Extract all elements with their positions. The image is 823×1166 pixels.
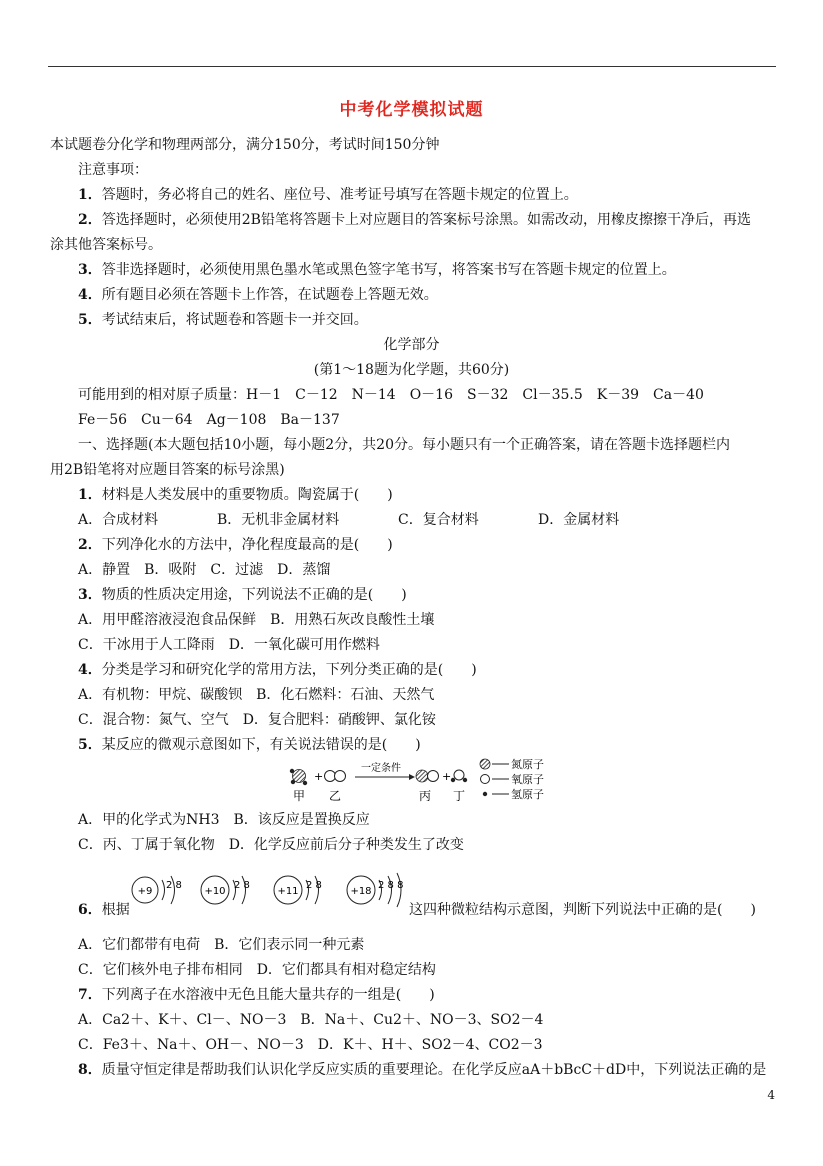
note-2 xyxy=(78,212,751,228)
atom-diagram-na xyxy=(274,876,322,904)
legend xyxy=(480,757,544,801)
legend-nitrogen-icon xyxy=(480,759,490,769)
question-6-pre xyxy=(78,902,130,918)
nucleus-charge: +10 xyxy=(204,886,226,897)
plus-sign: + xyxy=(314,770,324,783)
molecule-jia xyxy=(290,769,307,785)
question-7 xyxy=(78,987,435,1003)
question-number: 3． xyxy=(78,587,102,603)
question-number: 2． xyxy=(78,537,102,553)
note-text: 答非选择题时，必须使用黑色墨水笔或黑色签字笔书写，将答案书写在答题卡规定的位置上。 xyxy=(101,262,676,278)
reaction-diagram xyxy=(283,756,573,804)
question-4 xyxy=(78,662,477,678)
label-yi: 乙 xyxy=(329,789,342,803)
question-stem: 材料是人类发展中的重要物质。陶瓷属于( ) xyxy=(101,487,393,503)
legend-oxygen: 氧原子 xyxy=(511,773,544,786)
section-title: 化学部分 xyxy=(383,337,440,353)
question-stem: 分类是学习和研究化学的常用方法，下列分类正确的是( ) xyxy=(101,662,477,678)
q3-options-ab: A．用甲醛溶液浸泡食品保鲜 B．用熟石灰改良酸性土壤 xyxy=(78,612,435,628)
note-2-cont xyxy=(50,237,162,253)
section-subtitle: (第1～18题为化学题，共60分) xyxy=(313,362,510,378)
question-5 xyxy=(78,737,421,753)
q6-options-cd: C．它们核外电子排布相同 D．它们都具有相对稳定结构 xyxy=(78,962,436,978)
question-stem: 物质的性质决定用途，下列说法不正确的是( ) xyxy=(101,587,407,603)
q4-options-ab: A．有机物：甲烷、碳酸钡 B．化石燃料：石油、天然气 xyxy=(78,687,435,703)
note-text: 考试结束后，将试题卷和答题卡一并交回。 xyxy=(101,312,368,328)
atom-diagram-ne xyxy=(201,876,250,904)
question-number: 1． xyxy=(78,487,102,503)
note-4 xyxy=(78,287,438,303)
note-number: 2． xyxy=(78,212,102,228)
question-stem-pre: 根据 xyxy=(101,902,130,918)
q7-options-ab: A．Ca2＋、K＋、Cl－、NO－3 B．Na＋、Cu2＋、NO－3、SO2－4 xyxy=(78,1012,544,1028)
q4-options-cd: C．混合物：氮气、空气 D．复合肥料：硝酸钾、氯化铵 xyxy=(78,712,436,728)
note-text: 答题时，务必将自己的姓名、座位号、准考证号填写在答题卡规定的位置上。 xyxy=(101,187,578,203)
question-number: 5． xyxy=(78,737,102,753)
nucleus-charge: +18 xyxy=(350,886,372,897)
q5-options-ab: A．甲的化学式为NH3 B．该反应是置换反应 xyxy=(78,812,370,828)
header-rule xyxy=(48,66,776,67)
note-3 xyxy=(78,262,676,278)
part1-instructions: 一、选择题(本大题包括10小题，每小题2分，共20分。每小题只有一个正确答案，请在答题卡选择题栏内 xyxy=(78,437,730,453)
q1-option-a: A．合成材料 xyxy=(78,512,159,528)
note-number: 3． xyxy=(78,262,102,278)
question-6-post: 这四种微粒结构示意图，判断下列说法中正确的是( ) xyxy=(409,902,756,918)
page-title: 中考化学模拟试题 xyxy=(339,100,484,120)
question-number: 4． xyxy=(78,662,102,678)
question-stem: 质量守恒定律是帮助我们认识化学反应实质的重要理论。在化学反应aA＋bBcC＋dD中，下列说法正确的是 xyxy=(101,1062,767,1078)
page-number: 4 xyxy=(767,1088,775,1102)
legend-hydrogen: 氢原子 xyxy=(511,788,544,801)
reaction-condition: 一定条件 xyxy=(361,763,401,774)
electron-shells: 2 8 8 xyxy=(378,880,404,891)
note-text: 所有题目必须在答题卡上作答，在试题卷上答题无效。 xyxy=(101,287,438,303)
part1-instructions-cont: 用2B铅笔将对应题目答案的标号涂黑) xyxy=(50,462,285,478)
q7-options-cd: C．Fe3＋、Na＋、OH－、NO－3 D．K＋、H＋、SO2－4、CO2－3 xyxy=(78,1037,543,1053)
label-bing: 丙 xyxy=(419,789,432,803)
note-text: 答选择题时，必须使用2B铅笔将答题卡上对应题目的答案标号涂黑。如需改动，用橡皮擦擦干净后，再选 xyxy=(101,212,751,228)
note-number: 1． xyxy=(78,187,102,203)
notes-heading: 注意事项： xyxy=(78,162,148,178)
atom-diagram-f xyxy=(132,876,182,904)
q5-options-cd: C．丙、丁属于氧化物 D．化学反应前后分子种类发生了改变 xyxy=(78,837,464,853)
atom-diagram-ar xyxy=(347,873,403,907)
atomic-masses-line-1: 可能用到的相对原子质量：H－1 C－12 N－14 O－16 S－32 Cl－35.5 K－39 Ca－40 xyxy=(78,387,704,403)
q2-options: A．静置 B．吸附 C．过滤 D．蒸馏 xyxy=(78,562,331,578)
legend-hydrogen-icon xyxy=(483,792,487,796)
electron-shells: 2 8 xyxy=(166,880,182,891)
q1-option-b: B．无机非金属材料 xyxy=(217,512,340,528)
question-stem: 下列离子在水溶液中无色且能大量共存的一组是( ) xyxy=(101,987,435,1003)
intro-text: 本试题卷分化学和物理两部分，满分150分，考试时间150分钟 xyxy=(50,137,440,153)
label-ding: 丁 xyxy=(453,789,466,803)
question-2 xyxy=(78,537,393,553)
nucleus-charge: +11 xyxy=(277,886,299,897)
legend-oxygen-icon xyxy=(481,775,490,784)
molecule-ding xyxy=(451,770,467,782)
electron-shells: 2 8 xyxy=(306,880,322,891)
molecule-yi xyxy=(325,771,346,782)
plus-sign: + xyxy=(442,770,452,783)
note-5 xyxy=(78,312,368,328)
atom-structure-diagrams xyxy=(128,870,408,914)
q1-option-c: C．复合材料 xyxy=(398,512,479,528)
arrow-head xyxy=(409,774,415,780)
question-3 xyxy=(78,587,407,603)
question-number: 6． xyxy=(78,902,102,918)
legend-nitrogen: 氮原子 xyxy=(511,758,544,771)
nucleus-charge: +9 xyxy=(137,886,153,897)
note-1 xyxy=(78,187,578,203)
question-number: 8． xyxy=(78,1062,102,1078)
atomic-masses-line-2: Fe－56 Cu－64 Ag－108 Ba－137 xyxy=(78,412,340,428)
note-text: 涂其他答案标号。 xyxy=(50,237,162,253)
label-jia: 甲 xyxy=(293,789,306,803)
q1-option-d: D．金属材料 xyxy=(538,512,620,528)
molecule-bing xyxy=(416,770,439,782)
electron-shells: 2 8 xyxy=(234,880,250,891)
q3-options-cd: C．干冰用于人工降雨 D．一氧化碳可用作燃料 xyxy=(78,637,380,653)
question-number: 7． xyxy=(78,987,102,1003)
question-8 xyxy=(78,1062,766,1078)
question-stem: 下列净化水的方法中，净化程度最高的是( ) xyxy=(101,537,393,553)
question-1 xyxy=(78,487,393,503)
q6-options-ab: A．它们都带有电荷 B．它们表示同一种元素 xyxy=(78,937,365,953)
question-stem: 某反应的微观示意图如下，有关说法错误的是( ) xyxy=(101,737,421,753)
note-number: 5． xyxy=(78,312,102,328)
note-number: 4． xyxy=(78,287,102,303)
